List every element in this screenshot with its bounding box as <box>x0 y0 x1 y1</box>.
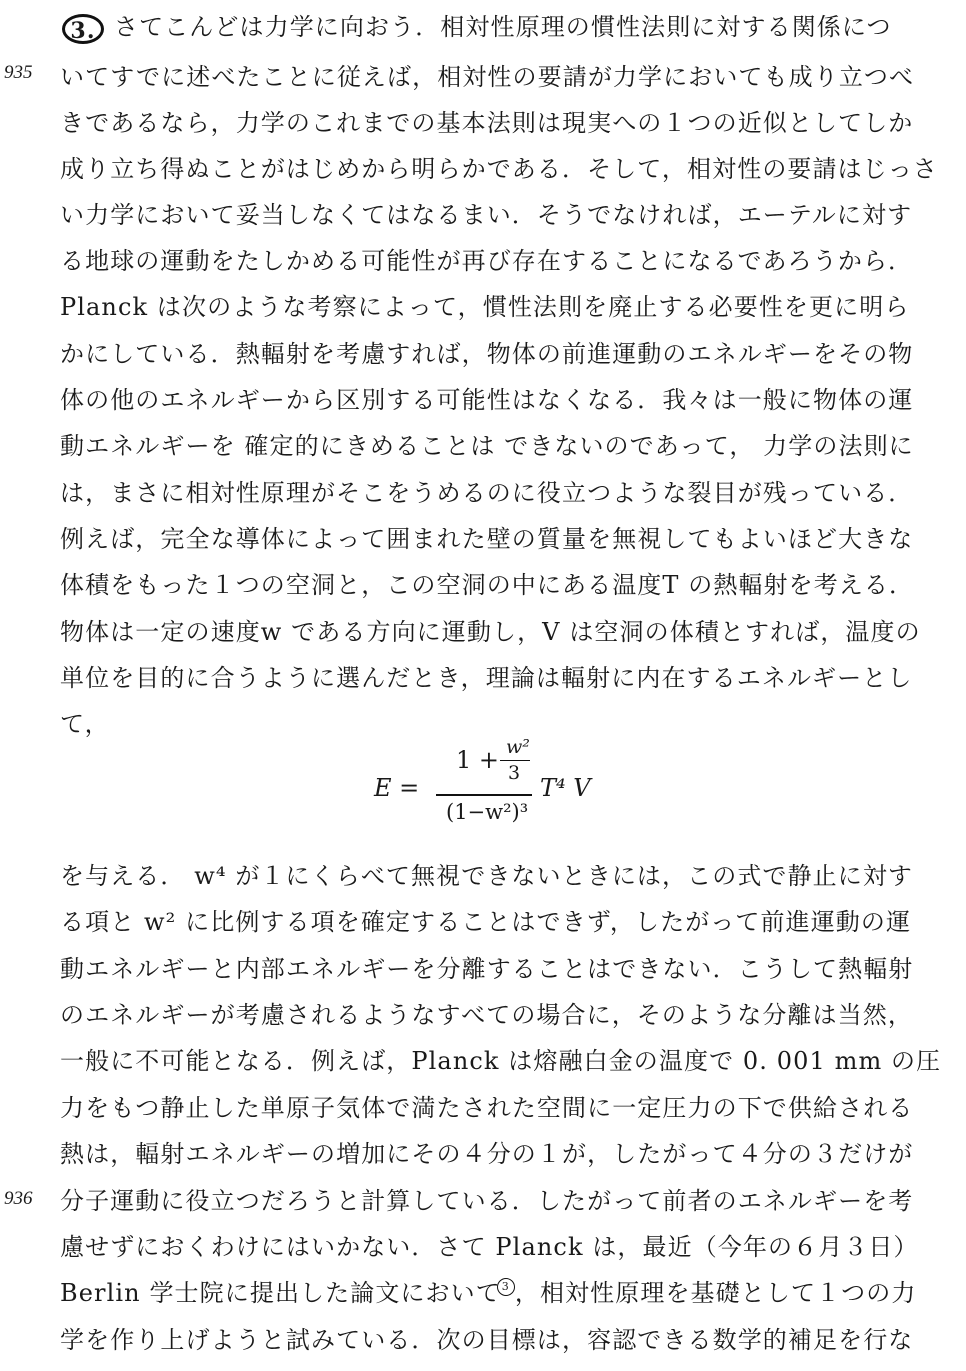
energy-formula <box>374 736 674 832</box>
text-line-26-part-b: ，相対性原理を基礎として１つの力 <box>514 1279 917 1307</box>
text-line-7: Planck は次のような考察によって，慣性法則を廃止する必要性を更に明ら <box>60 293 910 321</box>
text-line-1-content: さてこんどは力学に向おう．相対性原理の慣性法則に対する関係につ <box>114 13 892 41</box>
text-line-19: 動エネルギーと内部エネルギーを分離することはできない．こうして熱輻射 <box>60 955 914 983</box>
formula-numerator-three: 3 <box>508 762 521 784</box>
text-line-22: 力をもつ静止した単原子気体で満たされた空間に一定圧力の下で供給される <box>60 1094 914 1122</box>
formula-denominator: (1−w²)³ <box>446 800 529 824</box>
formula-numerator-w2: w² <box>506 736 530 758</box>
text-line-25: 慮せずにおくわけにはいかない．さて Planck は，最近（今年の６月３日） <box>60 1233 919 1261</box>
text-line-24: 分子運動に役立つだろうと計算している．したがって前者のエネルギーを考 <box>60 1187 914 1215</box>
text-line-1 <box>62 12 912 44</box>
text-line-8: かにしている．熱輻射を考慮すれば，物体の前進運動のエネルギーをその物 <box>60 340 914 368</box>
text-line-26 <box>60 1278 917 1308</box>
text-line-11: は，まさに相対性原理がそこをうめるのに役立つような裂目が残っている． <box>60 479 914 507</box>
footnote-marker: 3 <box>497 1278 515 1296</box>
text-line-12: 例えば，完全な導体によって囲まれた壁の質量を無視してもよいほど大きな <box>60 525 914 553</box>
text-line-15: 単位を目的に合うように選んだとき，理論は輻射に内在するエネルギーとし <box>60 664 913 692</box>
formula-fraction-bar <box>436 794 532 796</box>
formula-rhs: T⁴ V <box>540 774 591 802</box>
text-line-6: る地球の運動をたしかめる可能性が再び存在することになるであろうから． <box>60 247 914 275</box>
text-line-13: 体積をもった１つの空洞と，この空洞の中にある温度T の熱輻射を考える． <box>60 571 915 599</box>
text-line-18: る項と w² に比例する項を確定することはできず，したがって前進運動の運 <box>60 908 912 936</box>
text-line-20: のエネルギーが考慮されるようなすべての場合に，そのような分離は当然， <box>60 1001 913 1029</box>
text-line-27: 学を作り上げようと試みている．次の目標は，容認できる数学的補足を行な <box>60 1326 914 1354</box>
text-line-26-part-a: Berlin 学士院に提出した論文において <box>60 1279 501 1307</box>
text-line-10: 動エネルギーを 確定的にきめることは できないのであって， 力学の法則に <box>60 432 914 460</box>
text-line-4: 成り立ち得ぬことがはじめから明らかである．そして，相対性の要請はじっさ <box>60 155 939 183</box>
formula-lhs: E = <box>374 774 420 802</box>
text-line-5: い力学において妥当しなくてはなるまい．そうでなければ，エーテルに対す <box>60 201 913 229</box>
text-line-17: を与える． w⁴ が１にくらべて無視できないときには，この式で静止に対す <box>60 862 914 890</box>
text-line-14: 物体は一定の速度w である方向に運動し，V は空洞の体積とすれば，温度の <box>60 618 921 646</box>
text-line-2: いてすでに述べたことに従えば，相対性の要請が力学においても成り立つべ <box>60 63 915 91</box>
formula-inner-fraction-bar <box>500 760 530 761</box>
text-line-16: て， <box>60 710 110 738</box>
section-number-circled: 3. <box>62 14 104 44</box>
formula-numerator-one: 1 + <box>456 746 500 774</box>
margin-page-number-936: 936 <box>4 1188 33 1209</box>
text-line-21: 一般に不可能となる．例えば，Planck は熔融白金の温度で 0. 001 mm の圧 <box>60 1047 942 1075</box>
margin-page-number-935: 935 <box>4 62 33 83</box>
text-line-9: 体の他のエネルギーから区別する可能性はなくなる．我々は一般に物体の運 <box>60 386 914 414</box>
text-line-23: 熱は，輻射エネルギーの増加にその４分の１が，したがって４分の３だけが <box>60 1140 914 1168</box>
text-line-3: きであるなら，力学のこれまでの基本法則は現実への１つの近似としてしか <box>60 109 914 137</box>
